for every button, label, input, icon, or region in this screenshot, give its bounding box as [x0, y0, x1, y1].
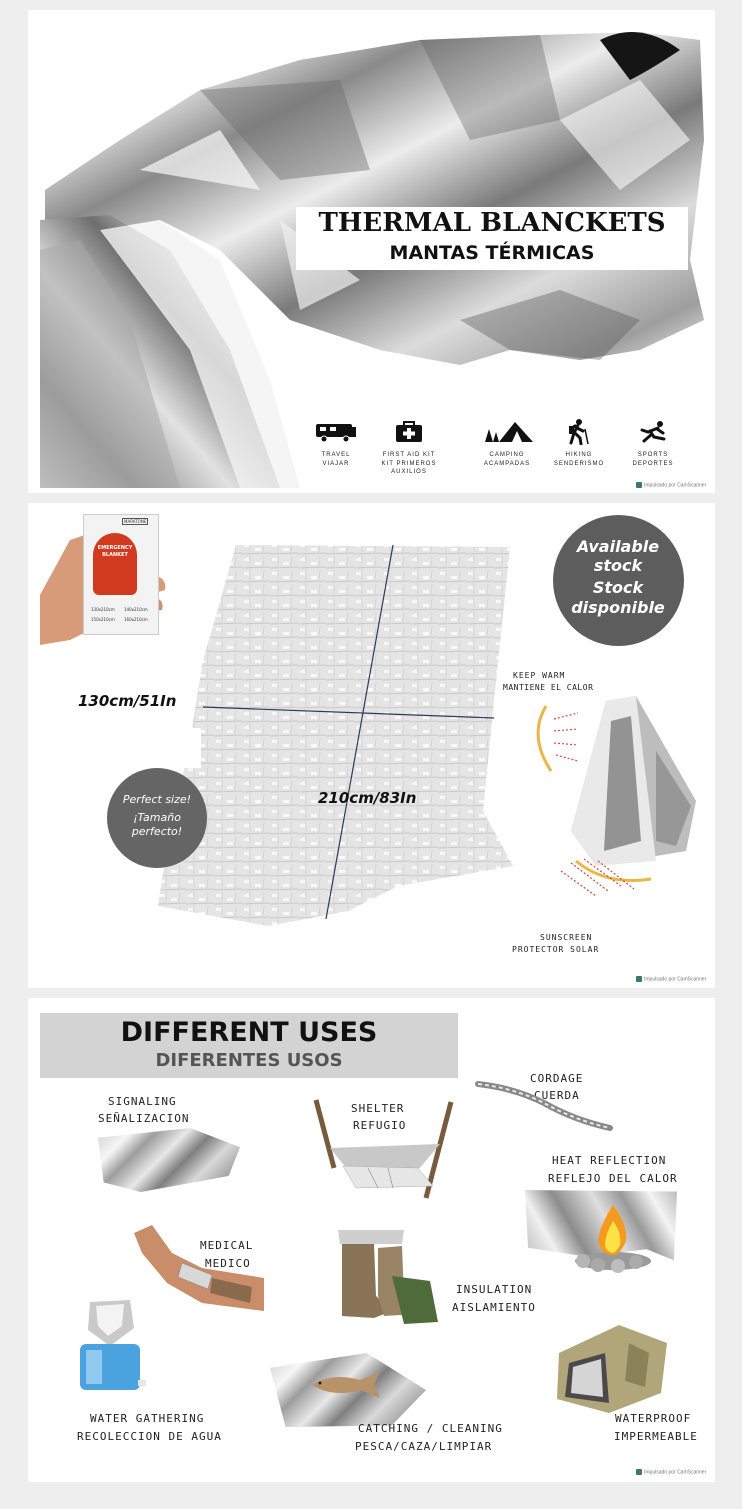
tamano-perfecto-text: ¡Tamaño perfecto! — [131, 811, 183, 838]
package-title: EMERGENCY BLANKET — [97, 545, 133, 558]
medical-illustration — [132, 1223, 264, 1313]
waterproof-label: WATERPROOF — [615, 1412, 692, 1425]
cordage-illustration — [474, 1078, 614, 1138]
uses-title: DIFFERENT USES — [120, 1017, 378, 1048]
sports-label: SPORTS — [637, 452, 669, 458]
camscanner-icon — [636, 482, 642, 488]
keep-warm-label: KEEP WARM — [513, 671, 566, 680]
travel-label-es: VIAJAR — [322, 461, 350, 467]
insulation-label: INSULATION — [456, 1283, 533, 1296]
use-icons-row — [303, 418, 683, 478]
width-label: 130cm/51In — [78, 692, 177, 710]
fish-illustration — [308, 1370, 383, 1400]
camscanner-icon — [636, 976, 642, 982]
available-stock-text: Available stock — [576, 537, 660, 575]
blanket-size-panel — [28, 503, 715, 988]
waterproof-backpack-illustration — [549, 1323, 673, 1415]
tent-icon — [481, 421, 535, 443]
keep-warm-label-es: MANTIENE EL CALOR — [503, 683, 594, 692]
insulation-illustration — [334, 1226, 442, 1326]
runner-icon — [638, 421, 668, 443]
shelter-illustration — [308, 1098, 458, 1208]
signaling-label-es: SEÑALIZACION — [98, 1112, 190, 1125]
emergency-blanket-package — [83, 514, 159, 635]
sunscreen-label-es: PROTECTOR SOLAR — [512, 945, 600, 954]
medical-label-es: MEDICO — [205, 1257, 251, 1270]
camscanner-watermark: Impulsado por CamScanner — [636, 976, 706, 982]
cordage-label: CORDAGE — [530, 1072, 584, 1085]
thermal-blankets-panel — [28, 10, 715, 493]
perfect-size-text: Perfect size! — [122, 793, 192, 806]
campfire-illustration — [568, 1203, 658, 1273]
package-size-2: 150x210cm — [91, 617, 115, 622]
package-brand: MARATONE — [124, 519, 147, 524]
travel-label: TRAVEL — [321, 452, 351, 458]
insulation-label-es: AISLAMIENTO — [452, 1301, 536, 1314]
hiking-label-es: SENDERISMO — [553, 461, 605, 467]
package-size-1: 140x210cm — [124, 607, 148, 612]
signaling-foil — [98, 1128, 240, 1192]
foil-tent-illustration — [516, 691, 706, 921]
camscanner-icon — [636, 1469, 642, 1475]
package-red-panel — [93, 533, 137, 595]
water-gathering-label: WATER GATHERING — [90, 1412, 205, 1425]
water-gathering-label-es: RECOLECCION DE AGUA — [77, 1430, 222, 1443]
shelter-label: SHELTER — [351, 1102, 405, 1115]
shelter-label-es: REFUGIO — [353, 1119, 407, 1132]
medical-label: MEDICAL — [200, 1239, 254, 1252]
page-subtitle: MANTAS TÉRMICAS — [389, 242, 595, 264]
flat-blanket-photo — [158, 541, 513, 926]
different-uses-panel — [28, 998, 715, 1482]
stock-disponible-text: Stock disponible — [571, 578, 665, 617]
uses-subtitle: DIFERENTES USOS — [155, 1050, 343, 1071]
rv-icon — [315, 421, 357, 443]
first-aid-label-es: KIT PRIMEROS AUXILIOS — [381, 461, 437, 475]
height-label: 210cm/83In — [318, 789, 417, 807]
width-label-bg — [61, 728, 201, 768]
hiking-label: HIKING — [565, 452, 593, 458]
camscanner-watermark: Impulsado por CamScanner — [636, 482, 706, 488]
first-aid-icon — [394, 421, 424, 443]
catching-label: CATCHING / CLEANING — [358, 1422, 503, 1435]
camscanner-watermark: Impulsado por CamScanner — [636, 1469, 706, 1475]
first-aid-label: FIRST AID KIT — [382, 452, 436, 458]
catching-label-es: PESCA/CAZA/LIMPIAR — [355, 1440, 493, 1453]
signaling-label: SIGNALING — [108, 1095, 177, 1108]
heat-reflection-label: HEAT REFLECTION — [552, 1154, 667, 1167]
waterproof-label-es: IMPERMEABLE — [614, 1430, 698, 1443]
camping-label: CAMPING — [489, 452, 525, 458]
hiker-icon — [565, 419, 591, 445]
heat-reflection-label-es: REFLEJO DEL CALOR — [548, 1172, 678, 1185]
package-size-3: 160x210cm — [124, 617, 148, 622]
page-title: THERMAL BLANCKETS — [318, 208, 666, 238]
sports-label-es: DEPORTES — [632, 461, 674, 467]
sunscreen-label: SUNSCREEN — [540, 933, 593, 942]
package-size-0: 130x210cm — [91, 607, 115, 612]
cordage-label-es: CUERDA — [534, 1089, 580, 1102]
camping-label-es: ACAMPADAS — [483, 461, 531, 467]
water-gathering-illustration — [78, 1298, 148, 1398]
